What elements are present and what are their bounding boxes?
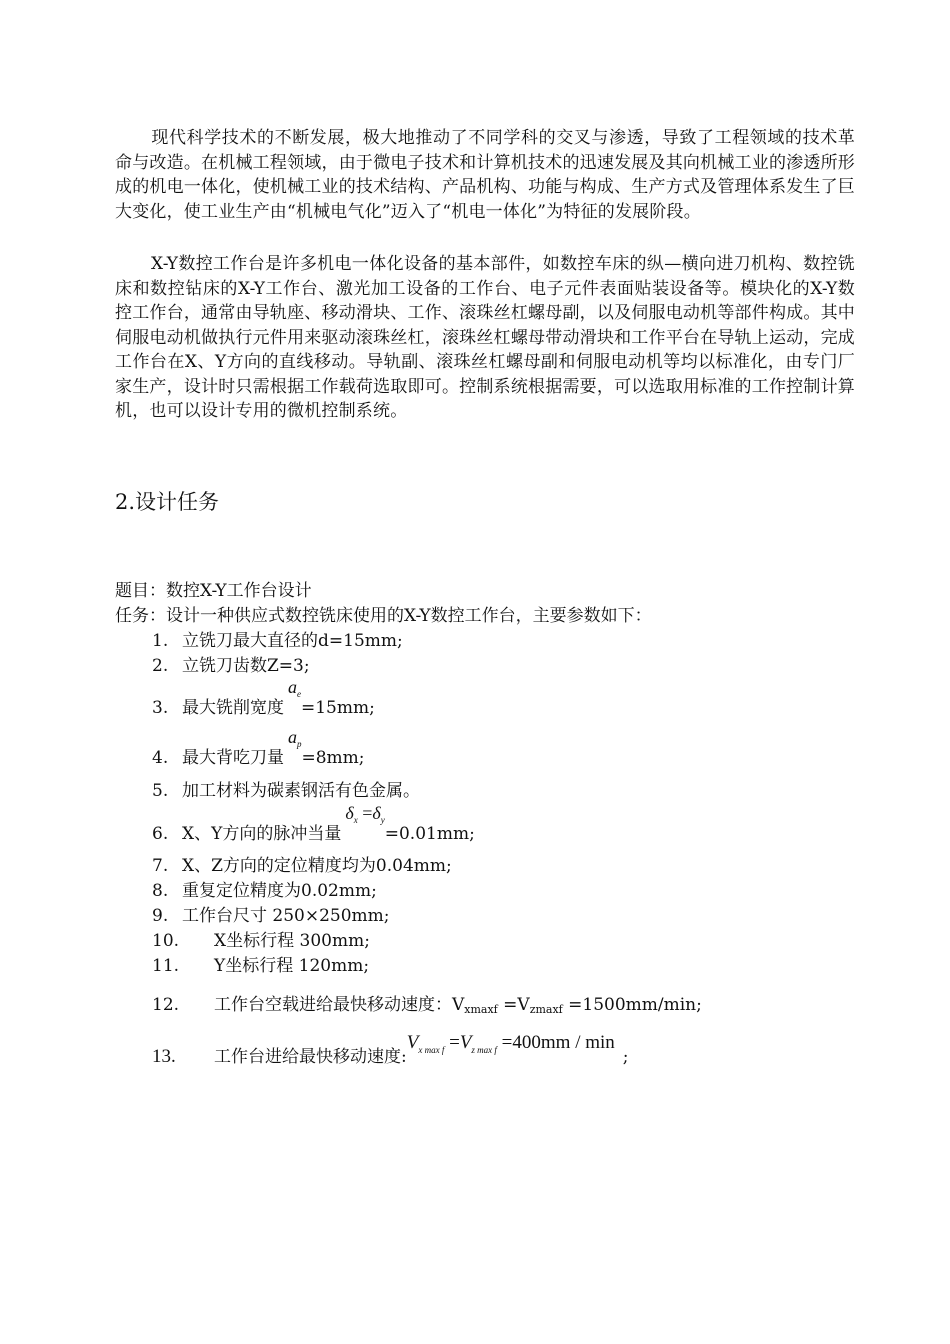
task-line: 任务：设计一种供应式数控铣床使用的X-Y数控工作台，主要参数如下： <box>115 606 652 626</box>
section-heading: 2.设计任务 <box>115 490 220 514</box>
param-item-12: 12. 工作台空载进给最快移动速度：Vxmaxf =Vzmaxf =1500mm/min; <box>152 995 702 1016</box>
a-p-symbol: $a_p$ <box>288 727 302 749</box>
param-item-1: 1. 立铣刀最大直径的d=15mm; <box>152 631 403 651</box>
velocity-equation: $V_{x max f} =V_{z max f} =400mm / \min$ <box>406 1032 615 1055</box>
intro-paragraph-2 <box>115 252 855 424</box>
param-item-11: 11. Y坐标行程 120mm; <box>152 956 370 976</box>
param-item-8: 8. 重复定位精度为0.02mm; <box>152 881 377 901</box>
param-item-4: 4. 最大背吃刀量$a_p=8mm$; <box>152 727 365 768</box>
intro-paragraph-1 <box>115 126 855 224</box>
param-item-3: 3. 最大铣削宽度$a_e=15mm$; <box>152 677 375 718</box>
a-e-symbol: $a_e$ <box>288 677 301 699</box>
param-item-6: 6. X、Y方向的脉冲当量$\delta_x =\delta_y=0.01mm$; <box>152 803 475 844</box>
param-item-9: 9. 工作台尺寸 250×250mm; <box>152 906 390 926</box>
param-item-5: 5. 加工材料为碳素钢活有色金属。 <box>152 781 420 801</box>
topic-line: 题目：数控X-Y工作台设计 <box>115 581 312 601</box>
param-item-2: 2. 立铣刀齿数Z=3; <box>152 656 310 676</box>
param-item-7: 7. X、Z方向的定位精度均为0.04mm; <box>152 856 452 876</box>
paragraph-2-text: X-Y数控工作台是许多机电一体化设备的基本部件，如数控车床的纵—横向进刀机构、数控铣床和数控钻床的X-Y工作台、激光加工设备的工作台、电子元件表面贴装设备等。模块化的X-Y数控工作台，通常由导轨座、移动滑块、工作、滚珠丝杠螺母副，以及伺服电动机等部件构成。其中伺服电动机做执行元件用来驱动滚珠丝杠，滚珠丝杠螺母带动滑块和工作平台在导轨上运动，完成工作台在X、Y方向的直线移动。导轨副、滚珠丝杠螺母副和伺服电动机等均以标准化，由专门厂家生产，设计时只需根据工作载荷选取即可。控制系统根据需要，可以选取用标准的工作控制计算机，也可以设计专用的微机控制系统。 <box>115 254 855 421</box>
param-item-13: 13. 工作台进给最快移动速度$:V_{x max f} =V_{z max f} =400mm / \min$; <box>152 1032 629 1067</box>
param-item-10: 10. X坐标行程 300mm; <box>152 931 370 951</box>
paragraph-1-text: 现代科学技术的不断发展，极大地推动了不同学科的交叉与渗透，导致了工程领域的技术革命与改造。在机械工程领域，由于微电子技术和计算机技术的迅速发展及其向机械工业的渗透所形成的机电一体化，使机械工业的技术结构、产品机构、功能与构成、生产方式及管理体系发生了巨大变化，使工业生产由“机械电气化”迈入了“机电一体化”为特征的发展阶段。 <box>115 128 855 222</box>
delta-symbols: $\delta_x =\delta_y$ <box>345 803 385 825</box>
